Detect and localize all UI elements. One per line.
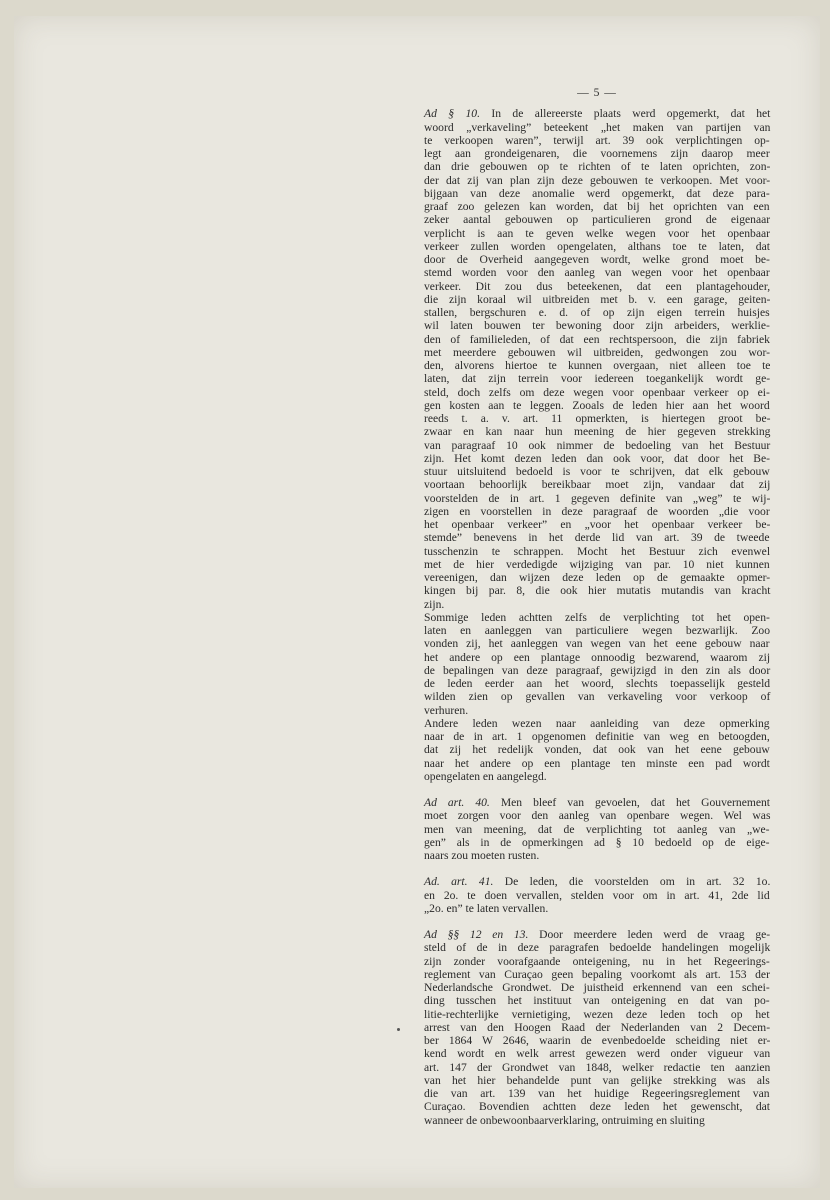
text-line: reeds t. a. v. art. 11 opmerkten, is hiertegen groot be-: [424, 412, 771, 425]
text-line: de bepalingen van deze paragraaf, gewijzigd in den zin als door: [424, 663, 771, 677]
text-line: zwaar en kan naar hun meening de hier gegeven strekking: [424, 425, 771, 439]
text-line: stallen, bergschuren e. d. of op zijn eigen terrein huisjes: [424, 306, 770, 319]
text-line: verplicht is aan te geven welke wegen voor het openbaar: [424, 226, 770, 240]
text-line: die zijn koraal wil uitbreiden met b. v. een garage, geiten-: [424, 292, 771, 306]
text-line: ding tusschen het instituut van onteigening en dat van po-: [424, 994, 770, 1008]
text-line: met de hier verdedigde wijziging van par. 10 niet kunnen: [424, 557, 770, 571]
text-line: den of familieleden, of dat een rechtspersoon, die zijn fabriek: [424, 332, 770, 346]
text-line: zijn zonder voorafgaande onteigening, nu in het Regeerings-: [424, 954, 770, 968]
text-line: dat zij het redelijk vonden, dat ook van het eene gebouw: [424, 743, 770, 757]
text-line: wil laten bouwen ter bewoning door zijn arbeiders, werklie-: [424, 319, 770, 333]
text-line: ber 1864 W 2646, waarin de evenbedoelde scheiding niet er-: [424, 1034, 771, 1047]
text-line: woord „verkaveling” beteekent „het maken van partijen van: [424, 120, 771, 134]
text-line: moet zorgen voor den aanleg van openbare wegen. Wel was: [424, 809, 771, 823]
text-line: wanneer de onbewoonbaarverklaring, ontruiming en sluiting: [424, 1113, 705, 1127]
text-line: [424, 875, 770, 888]
text-line: het openbaar verkeer” en „voor het openbaar verkeer be-: [424, 518, 771, 531]
paragraph: [424, 875, 770, 915]
paragraph: [424, 796, 770, 862]
text-line: opengelaten en aangelegd.: [424, 769, 547, 783]
paragraph: [424, 107, 770, 611]
page-number: — 5 —: [577, 86, 617, 99]
text-line: naars zou moeten rusten.: [424, 849, 540, 862]
text-line: [424, 796, 770, 809]
text-line: Andere leden wezen naar aanleiding van deze opmerking: [424, 716, 770, 730]
paragraph: [424, 717, 770, 783]
text-line: naar het andere op een plantage ten minste een pad wordt: [424, 756, 770, 770]
text-line: steld, doch zelfs om deze wegen voor openbaar verkeer op ei-: [424, 385, 770, 399]
text-line: steld of de in deze paragrafen bedoelde handelingen mogelijk: [424, 941, 771, 955]
text-line: bijgaan van deze anomalie werd opgemerkt, dat deze para-: [424, 186, 770, 200]
text-line: het andere op een plantage onnoodig bezwarend, waarom zij: [424, 650, 771, 664]
text-line: men van meening, dat de verplichting tot aanleg van „we-: [424, 822, 770, 836]
text-line-content: Door meerdere leden werd de vraag ge-: [528, 928, 771, 941]
text-line: vonden zij, het aanleggen van wegen van het eene gebouw naar: [424, 637, 770, 651]
text-line: voorstelden de in art. 1 gegeven definite van „weg” te wij-: [424, 491, 771, 505]
text-line: zijn.: [424, 597, 445, 611]
text-line: den, alvorens hiertoe te kunnen overgaan, niet alleen toe te: [424, 359, 771, 372]
text-line: met meerdere gebouwen wil uitbreiden, gedwongen zou wor-: [424, 345, 770, 359]
text-line: stemde” benevens in het derde lid van art. 39 de tweede: [424, 531, 770, 545]
text-line: der dat zij van plan zijn deze gebouwen te verkoopen. Met voor-: [424, 173, 771, 187]
text-line-content: In de allereerste plaats werd opgemerkt, dat het: [479, 107, 771, 121]
text-line: tusschenzin te schrappen. Mocht het Bestuur zich evenwel: [424, 544, 771, 558]
text-line: dan drie gebouwen op te richten of te laten oprichten, zon-: [424, 160, 771, 174]
ink-speck: [397, 1028, 400, 1031]
text-line: zijn. Het komt dezen leden dan ook voor, dat door het Be-: [424, 451, 771, 465]
text-line: legt aan grondeigenaren, die voornemens zijn daarop meer: [424, 147, 770, 160]
section-reference: Ad §§ 12 en 13.: [424, 928, 529, 941]
text-line: door de Overheid aangegeven wordt, welke grond moet be-: [424, 253, 770, 266]
text-line: stuur uitsluitend bedoeld is voor te schrijven, dat elk gebouw: [424, 465, 770, 478]
text-line: zeker aantal gebouwen op particulieren grond de eigenaar: [424, 213, 771, 227]
text-line: wilden zien op gevallen van verkaveling voor verkoop of: [424, 690, 771, 704]
text-line: te verkoopen waren”, terwijl art. 39 ook verplichtingen op-: [424, 133, 770, 147]
text-line: zigen en voorstellen in deze paragraaf de woorden „die voor: [424, 504, 770, 518]
section-reference: Ad art. 40.: [424, 796, 490, 809]
section-reference: Ad § 10.: [424, 107, 480, 121]
text-line: gen kosten aan te leggen. Zooals de leden hier aan het woord: [424, 398, 770, 412]
text-line: en 2o. te doen vervallen, stelden voor om in art. 41, 2de lid: [424, 888, 770, 902]
text-line: verhuren.: [424, 703, 469, 717]
text-line: verkeer. Dit zou dus beteekenen, dat een plantagehouder,: [424, 279, 771, 293]
text-line: Sommige leden achtten zelfs de verplichting tot het open-: [424, 610, 770, 624]
text-line: stemd worden voor den aanleg van wegen voor het openbaar: [424, 266, 770, 280]
text-line: kend wordt en welk arrest gewezen werd onder vigueur van: [424, 1047, 771, 1061]
text-line: [424, 107, 770, 120]
text-line: kingen bij par. 8, die ook hier mutatis mutandis van kracht: [424, 584, 771, 598]
text-line: litie-rechterlijke vernietiging, wezen deze leden toch op het: [424, 1007, 770, 1021]
page-text-column: [424, 86, 770, 1127]
paragraph: [424, 928, 770, 1127]
text-line: verkeer zullen worden opengelaten, althans toe te laten, dat: [424, 239, 770, 253]
text-line: graaf zoo gelezen kan worden, dat bij het oprichten van een: [424, 200, 770, 213]
text-line-content: De leden, die voorstelden om in art. 32 1o.: [493, 875, 771, 889]
text-line: Nederlandsche Grondwet. De juistheid erkennend van een schei-: [424, 981, 770, 994]
text-line: de leden eerder aan het woord, slechts toepasselijk gesteld: [424, 677, 771, 690]
text-line: vereenigen, dan wijzen deze leden op de gemaakte opmer-: [424, 571, 771, 584]
text-line: van paragraaf 10 ook nimmer de bedoeling van het Bestuur: [424, 438, 771, 452]
text-line: [424, 928, 770, 941]
text-line: gen” als in de opmerkingen ad § 10 bedoeld op de eige-: [424, 835, 770, 849]
section-reference: Ad. art. 41.: [424, 875, 494, 889]
text-line: art. 147 der Grondwet van 1848, welker redactie ten aanzien: [424, 1060, 771, 1074]
text-line: laten en aanleggen van particuliere wegen bezwarlijk. Zoo: [424, 624, 771, 637]
text-line: naar de in art. 1 opgenomen definitie van weg en betoogden,: [424, 730, 770, 743]
text-line: die van art. 139 van het huidige Regeeringsreglement van: [424, 1087, 770, 1100]
text-line-content: Men bleef van gevoelen, dat het Gouvernement: [489, 796, 771, 809]
text-line: laten, dat zijn terrein voor iedereen toegankelijk wordt ge-: [424, 372, 771, 386]
paragraph: [424, 611, 770, 717]
text-line: arrest van den Hoogen Raad der Nederlanden van 2 Decem-: [424, 1020, 771, 1034]
text-line: „2o. en” te laten vervallen.: [424, 901, 549, 915]
text-line: voortaan behoorlijk bereikbaar moet zijn, vandaar dat zij: [424, 478, 771, 492]
text-line: van het hier behandelde punt van gelijke strekking was als: [424, 1073, 770, 1087]
text-line: reglement van Curaçao geen bepaling voorkomt als art. 153 der: [424, 967, 770, 981]
text-line: Curaçao. Bovendien achtten deze leden het gewenscht, dat: [424, 1100, 771, 1114]
